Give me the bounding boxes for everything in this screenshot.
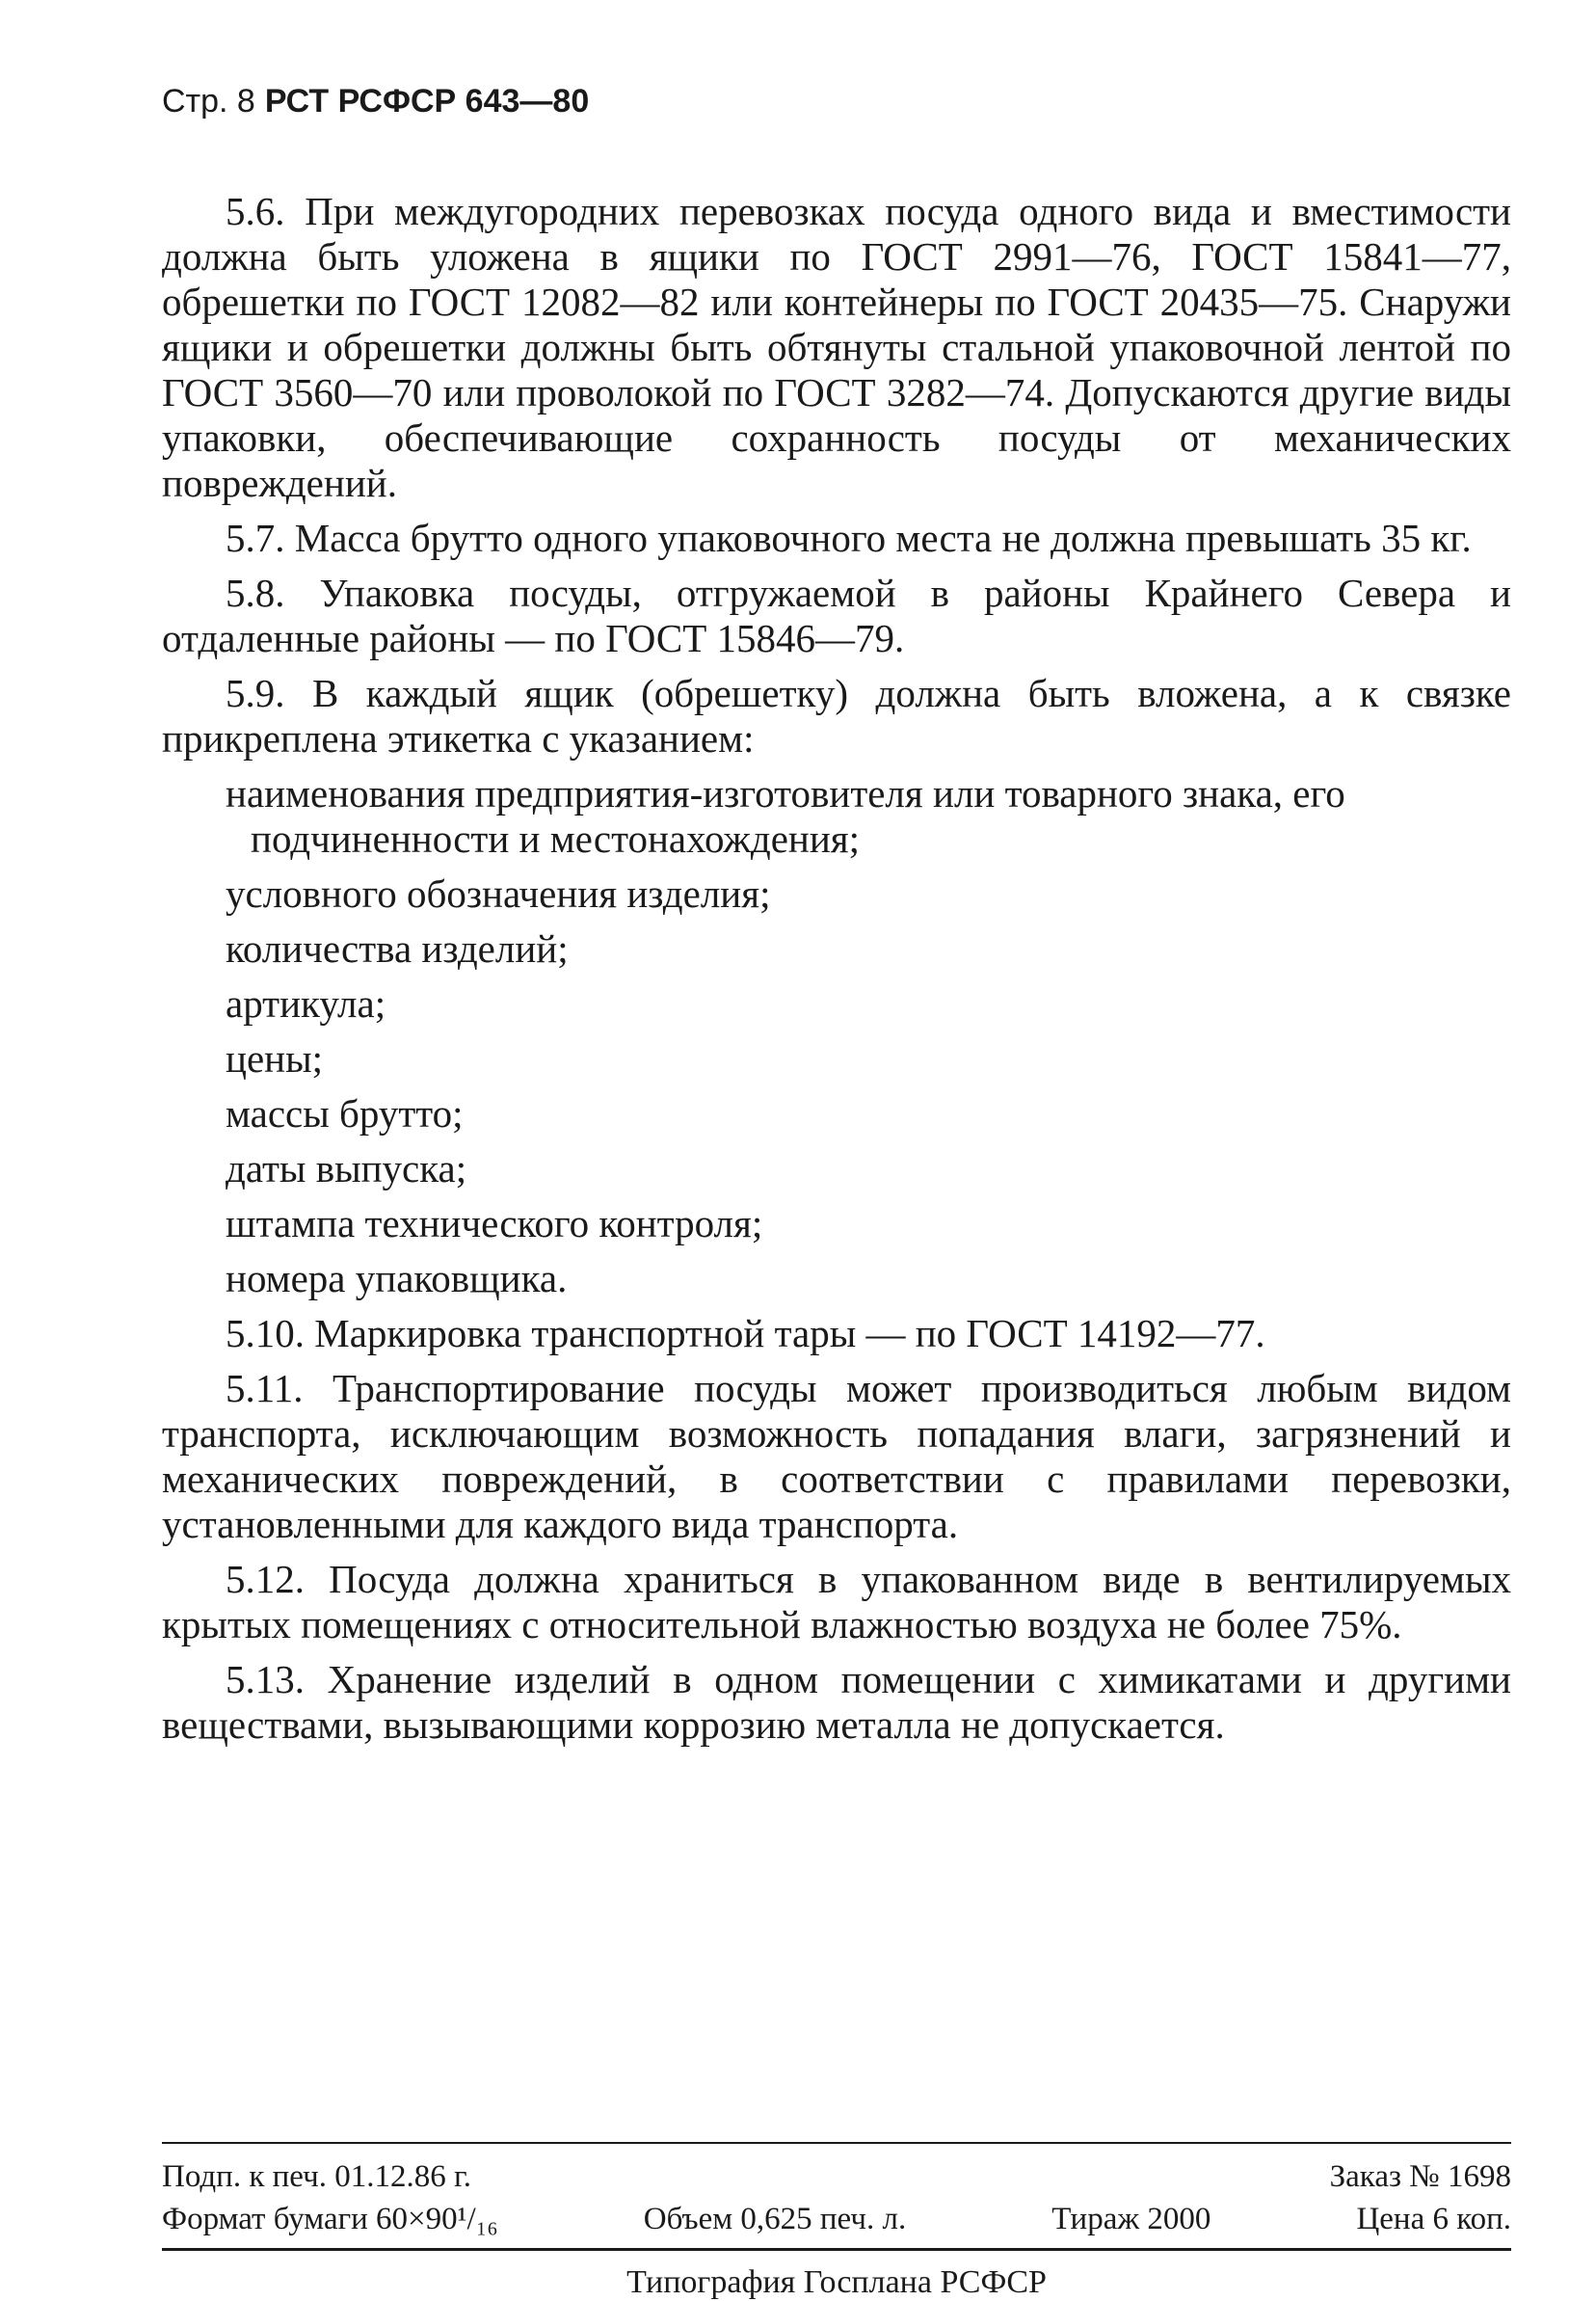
paragraph-5-9: 5.9. В каждый ящик (обрешетку) должна быть вложена, а к связке прикреплена этикетка с указанием:: [162, 671, 1511, 761]
print-run: Тираж 2000: [1051, 2202, 1211, 2236]
document-body: [162, 189, 1511, 1757]
list-item: массы брутто;: [226, 1091, 464, 1136]
paragraph-5-7: 5.7. Масса брутто одного упаковочного места не должна превышать 35 кг.: [226, 516, 1472, 560]
list-item: артикула;: [226, 981, 386, 1026]
paragraph-5-8: 5.8. Упаковка посуды, отгружаемой в районы Крайнего Севера и отдаленные районы — по ГОСТ 15846—79.: [162, 571, 1511, 660]
imprint-row-2: [162, 2198, 1511, 2240]
page-header: [162, 83, 589, 120]
paragraph-5-12: 5.12. Посуда должна храниться в упакованном виде в вентилируемых крытых помещениях с относительной влажностью воздуха не более 75%.: [162, 1557, 1511, 1646]
list-item: наименования предприятия-изготовителя или товарного знака, его подчиненности и местонахождения;: [226, 771, 1345, 861]
bottom-rule: [162, 2248, 1511, 2251]
order-number: Заказ № 1698: [1329, 2159, 1511, 2194]
list-item: цены;: [226, 1036, 324, 1081]
list-item: количества изделий;: [226, 926, 569, 971]
paper-format: Формат бумаги 60×90¹/₁₆: [162, 2202, 498, 2236]
print-volume: Объем 0,625 печ. л.: [643, 2202, 907, 2236]
list-item: номера упаковщика.: [226, 1256, 568, 1300]
paragraph-5-11: 5.11. Транспортирование посуды может производиться любым видом транспорта, исключающим возможность попадания влаги, загрязнений и механических повреждений, в соответствии с правилами перевозки, установленными для каждого вида транспорта.: [162, 1366, 1511, 1546]
standard-designation: РСТ РСФСР 643—80: [264, 83, 590, 120]
imprint-row-1: [162, 2155, 1511, 2198]
label-requirements-list: [226, 771, 1511, 1301]
imprint-block: [162, 2142, 1511, 2301]
paragraph-5-13: 5.13. Хранение изделий в одном помещении с химикатами и другими веществами, вызывающими коррозию металла не допускается.: [162, 1657, 1511, 1747]
list-item: штампа технического контроля;: [226, 1201, 763, 1245]
page-number: Стр. 8: [162, 83, 255, 120]
list-item: даты выпуска;: [226, 1146, 467, 1191]
paragraph-5-6: 5.6. При междугородних перевозках посуда одного вида и вместимости должна быть уложена в ящики по ГОСТ 2991—76, ГОСТ 15841—77, обрешетки по ГОСТ 12082—82 или контейнеры по ГОСТ 20435—75. Снаружи ящики и обрешетки должны быть обтянуты стальной упаковочной лентой по ГОСТ 3560—70 или проволокой по ГОСТ 3282—74. Допускаются другие виды упаковки, обеспечивающие сохранность посуды от механических повреждений.: [162, 189, 1511, 505]
top-rule: [162, 2142, 1511, 2144]
printing-house: Типография Госплана РСФСР: [626, 2264, 1047, 2300]
price: Цена 6 коп.: [1356, 2202, 1511, 2236]
paragraph-5-10: 5.10. Маркировка транспортной тары — по ГОСТ 14192—77.: [226, 1311, 1265, 1355]
signed-for-print: Подп. к печ. 01.12.86 г.: [162, 2159, 472, 2194]
list-item: условного обозначения изделия;: [226, 871, 771, 916]
